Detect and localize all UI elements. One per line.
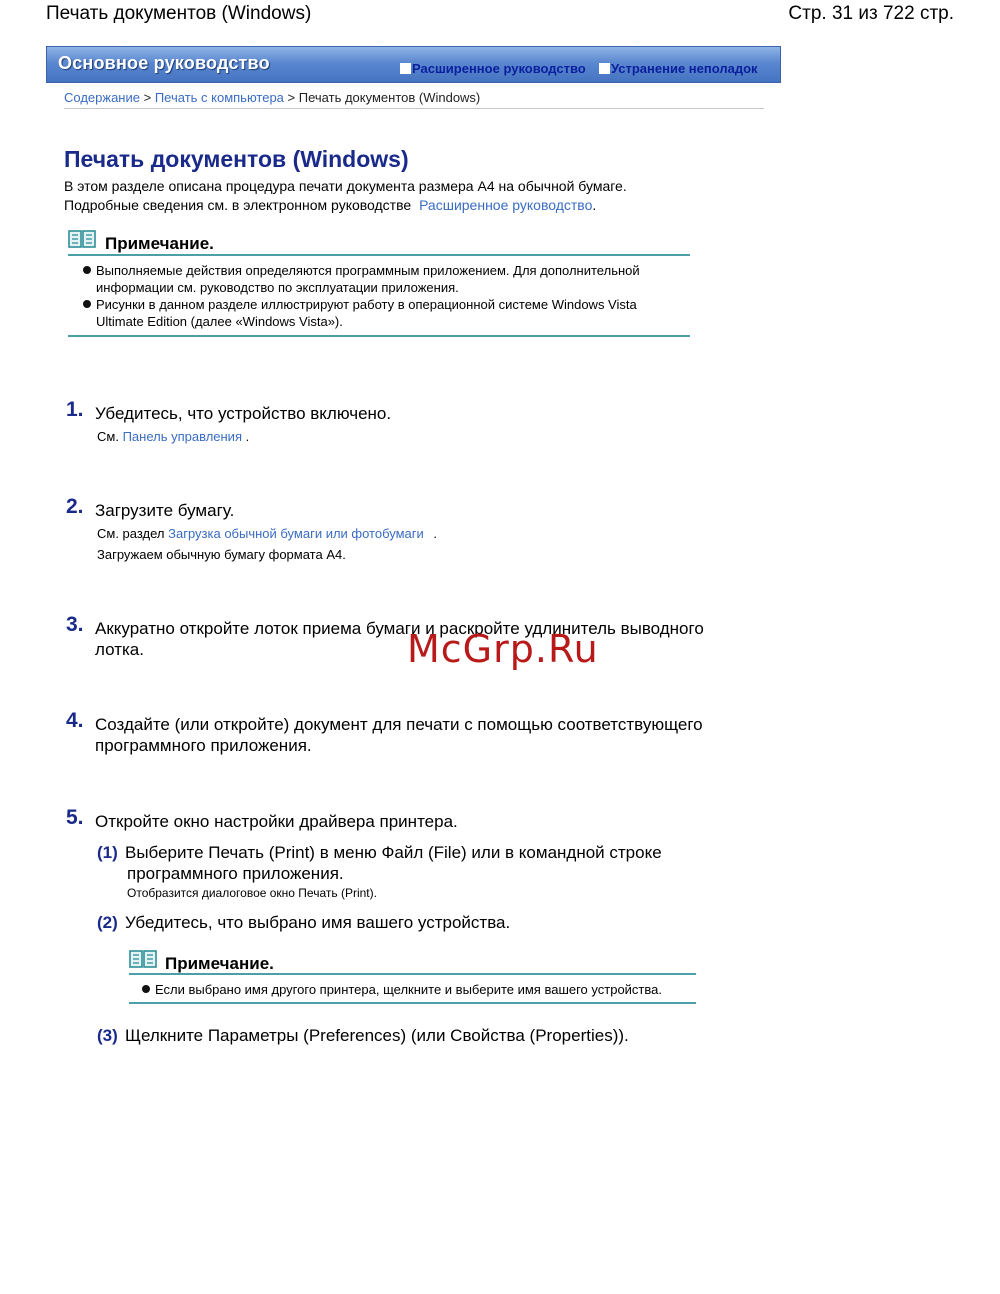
step-number: 4. bbox=[66, 709, 84, 732]
intro-text: В этом разделе описана процедура печати документа размера A4 на обычной бумаге. bbox=[64, 178, 627, 194]
note-bullet-2-line2: Ultimate Edition (далее «Windows Vista»). bbox=[96, 314, 343, 329]
step-reference-suffix: . bbox=[433, 526, 438, 541]
step-text-line1: Аккуратно откройте лоток приема бумаги и раскройте удлинитель выводного bbox=[95, 619, 704, 638]
troubleshooting-link[interactable] bbox=[599, 61, 758, 76]
step-text: Убедитесь, что устройство включено. bbox=[95, 404, 392, 423]
intro-prefix: Подробные сведения см. в электронном руководстве bbox=[64, 197, 412, 213]
step-number: 5. bbox=[66, 806, 84, 829]
advanced-guide-link[interactable] bbox=[400, 61, 586, 76]
note-bottom-divider bbox=[129, 1002, 696, 1004]
banner-title: Основное руководство bbox=[58, 53, 270, 73]
step-text: Откройте окно настройки драйвера принтера. bbox=[95, 812, 458, 831]
advanced-guide-label: Расширенное руководство bbox=[412, 61, 586, 76]
section-heading: Печать документов (Windows) bbox=[64, 146, 409, 172]
substep-number: (1) bbox=[97, 843, 118, 862]
step-reference-prefix: См. раздел bbox=[97, 526, 165, 541]
manual-banner bbox=[46, 46, 781, 83]
control-panel-link[interactable]: Панель управления bbox=[122, 429, 242, 444]
substep-text-line1: Выберите Печать (Print) в меню Файл (File) или в командной строке bbox=[125, 843, 662, 862]
step-text-line1: Создайте (или откройте) документ для печати с помощью соответствующего bbox=[95, 715, 703, 734]
breadcrumb bbox=[64, 90, 480, 105]
advanced-guide-inline-link[interactable]: Расширенное руководство bbox=[419, 197, 593, 213]
note-bullet-2-line1: Рисунки в данном разделе иллюстрируют работу в операционной системе Windows Vista bbox=[96, 297, 637, 312]
step-note: Загружаем обычную бумагу формата A4. bbox=[97, 547, 346, 562]
watermark: McGrp.Ru bbox=[407, 627, 599, 671]
intro-text-2 bbox=[64, 197, 596, 213]
note-book-icon bbox=[68, 230, 96, 253]
note-bottom-divider bbox=[68, 335, 690, 337]
bullet-icon bbox=[83, 266, 91, 274]
substep-text: Щелкните Параметры (Preferences) (или Свойства (Properties)). bbox=[125, 1026, 629, 1045]
note-divider bbox=[68, 254, 690, 256]
step-reference bbox=[97, 429, 249, 444]
step-reference bbox=[97, 526, 437, 541]
breadcrumb-separator: > bbox=[143, 90, 152, 105]
substep-note: Отобразится диалоговое окно Печать (Print). bbox=[127, 886, 377, 900]
breadcrumb-print-from-computer-link[interactable]: Печать с компьютера bbox=[154, 90, 284, 105]
note-bullet: Если выбрано имя другого принтера, щелкните и выберите имя вашего устройства. bbox=[155, 982, 662, 997]
step-reference-prefix: См. bbox=[97, 429, 119, 444]
bullet-icon bbox=[83, 300, 91, 308]
step-number: 1. bbox=[66, 398, 84, 421]
page-counter: Стр. 31 из 722 стр. bbox=[788, 3, 954, 24]
note-title: Примечание. bbox=[165, 954, 274, 973]
bullet-icon bbox=[142, 985, 150, 993]
breadcrumb-separator: > bbox=[287, 90, 296, 105]
square-icon bbox=[599, 63, 610, 74]
note-book-icon bbox=[129, 950, 157, 973]
page-title: Печать документов (Windows) bbox=[46, 3, 312, 24]
breadcrumb-divider bbox=[64, 108, 764, 109]
substep-text-line2: программного приложения. bbox=[127, 864, 344, 883]
note-divider bbox=[129, 973, 696, 975]
note-title: Примечание. bbox=[105, 234, 214, 253]
load-paper-link[interactable]: Загрузка обычной бумаги или фотобумаги bbox=[168, 526, 424, 541]
step-number: 3. bbox=[66, 613, 84, 636]
step-text-line2: лотка. bbox=[95, 640, 144, 659]
troubleshooting-label: Устранение неполадок bbox=[611, 61, 758, 76]
breadcrumb-contents-link[interactable]: Содержание bbox=[64, 90, 140, 105]
note-bullet-1-line1: Выполняемые действия определяются программным приложением. Для дополнительной bbox=[96, 263, 640, 278]
step-reference-suffix: . bbox=[245, 429, 250, 444]
breadcrumb-current: Печать документов (Windows) bbox=[298, 90, 481, 105]
step-text-line2: программного приложения. bbox=[95, 736, 312, 755]
intro-suffix: . bbox=[592, 197, 597, 213]
square-icon bbox=[400, 63, 411, 74]
substep-text: Убедитесь, что выбрано имя вашего устройства. bbox=[125, 913, 511, 932]
note-bullet-1-line2: информации см. руководство по эксплуатации приложения. bbox=[96, 280, 459, 295]
step-text: Загрузите бумагу. bbox=[95, 501, 235, 520]
substep-number: (2) bbox=[97, 913, 118, 932]
step-number: 2. bbox=[66, 495, 84, 518]
substep-number: (3) bbox=[97, 1026, 118, 1045]
